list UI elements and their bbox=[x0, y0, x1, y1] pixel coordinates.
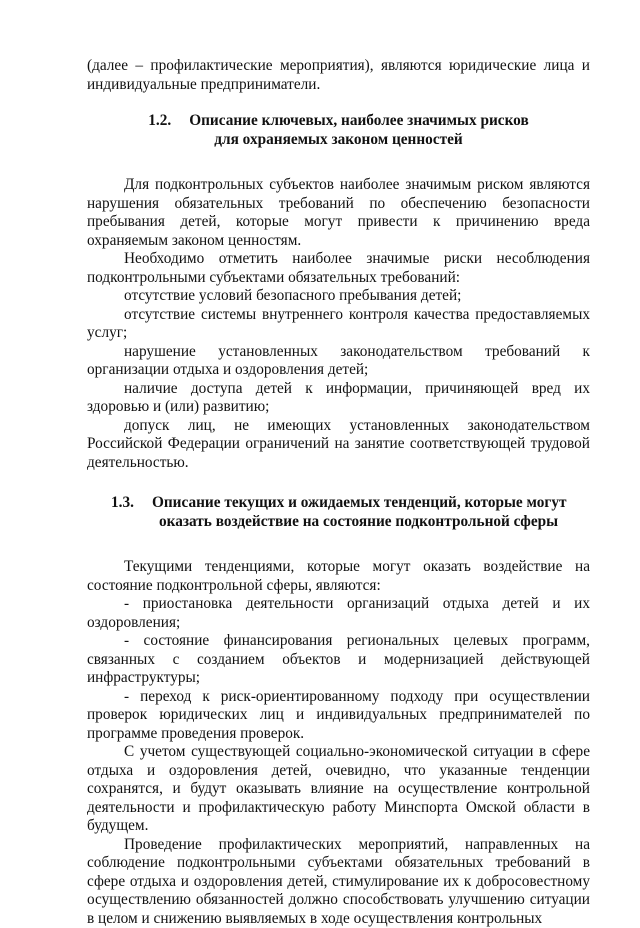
list-item: допуск лиц, не имеющих установленных законодательством Российской Федерации ограничений на занятие соответствующей трудовой деятельностью. bbox=[87, 417, 590, 473]
section-1-2-heading bbox=[87, 112, 590, 149]
paragraph: Проведение профилактических мероприятий, направленных на соблюдение подконтрольными субъектами обязательных требований в сфере отдыха и оздоровления детей, стимулирование их к добросовестному осуществлению обязанностей должно способствовать улучшению ситуации в целом и снижению выявляемых в ходе осуществления контрольных bbox=[87, 836, 590, 928]
section-1-3-title-line1: Описание текущих и ожидаемых тенденций, которые могут bbox=[152, 494, 567, 511]
list-item: отсутствие условий безопасного пребывания детей; bbox=[87, 287, 590, 306]
list-item: - переход к риск-ориентированному подходу при осуществлении проверок юридических лиц и индивидуальных предпринимателей по программе проведения проверок. bbox=[87, 688, 590, 744]
list-item: отсутствие системы внутреннего контроля качества предоставляемых услуг; bbox=[87, 306, 590, 343]
list-item: нарушение установленных законодательством требований к организации отдыха и оздоровления детей; bbox=[87, 343, 590, 380]
section-1-3-title-line2: оказать воздействие на состояние подконтрольной сферы bbox=[111, 513, 590, 532]
section-1-3-number: 1.3. bbox=[111, 494, 134, 511]
list-item: наличие доступа детей к информации, причиняющей вред их здоровью и (или) развитию; bbox=[87, 380, 590, 417]
section-1-3-heading bbox=[87, 494, 590, 531]
paragraph: Необходимо отметить наиболее значимые риски несоблюдения подконтрольными субъектами обязательных требований: bbox=[87, 250, 590, 287]
section-1-2-title-line1: Описание ключевых, наиболее значимых рисков bbox=[189, 112, 529, 129]
paragraph: Текущими тенденциями, которые могут оказать воздействие на состояние подконтрольной сферы, являются: bbox=[87, 558, 590, 595]
list-item: - приостановка деятельности организаций отдыха детей и их оздоровления; bbox=[87, 595, 590, 632]
intro-paragraph: (далее – профилактические мероприятия), являются юридические лица и индивидуальные предприниматели. bbox=[87, 57, 590, 94]
section-1-2-number: 1.2. bbox=[148, 112, 171, 129]
list-item: - состояние финансирования региональных целевых программ, связанных с созданием объектов и модернизацией действующей инфраструктуры; bbox=[87, 632, 590, 688]
paragraph: Для подконтрольных субъектов наиболее значимым риском являются нарушения обязательных требований по обеспечению безопасности пребывания детей, которые могут привести к причинению вреда охраняемым законом ценностям. bbox=[87, 176, 590, 250]
section-1-2-title-line2: для охраняемых законом ценностей bbox=[214, 131, 462, 148]
document-page bbox=[87, 57, 590, 928]
paragraph: С учетом существующей социально-экономической ситуации в сфере отдыха и оздоровления детей, очевидно, что указанные тенденции сохранятся, и будут оказывать влияние на осуществление контрольной деятельности и профилактическую работу Минспорта Омской области в будущем. bbox=[87, 743, 590, 836]
